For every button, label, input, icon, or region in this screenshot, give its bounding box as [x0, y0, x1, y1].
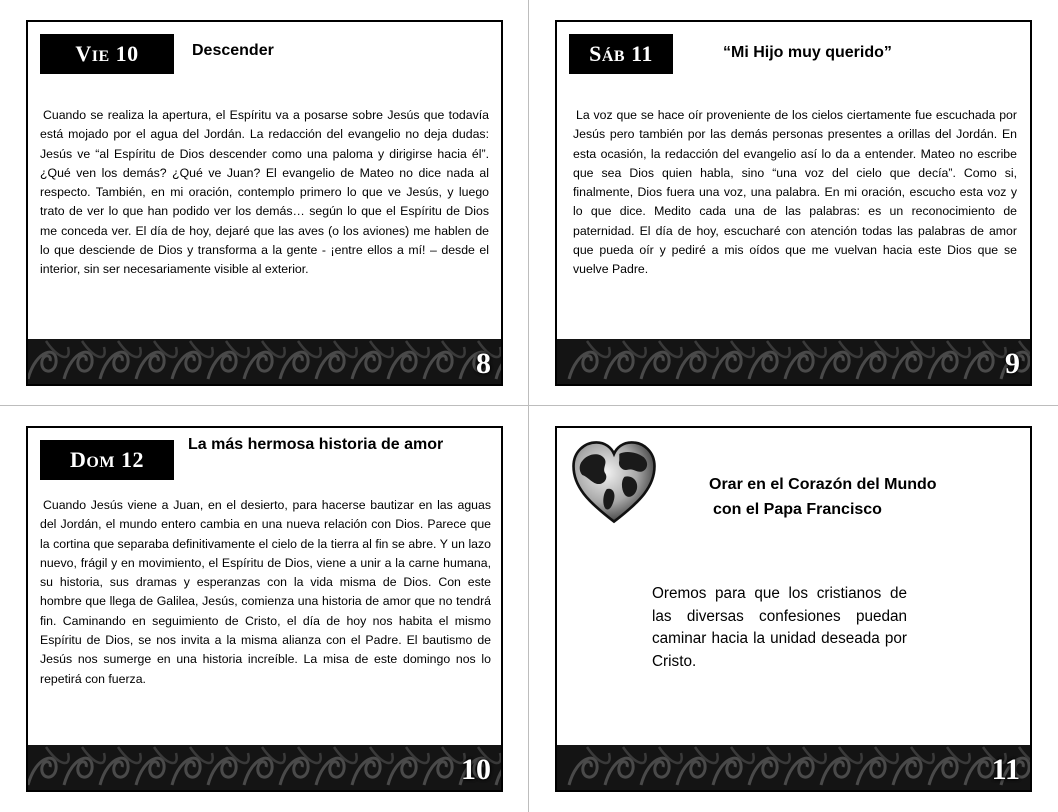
swirl-stroke	[154, 341, 177, 357]
ornament-band	[28, 745, 501, 790]
swirl-stroke	[659, 747, 682, 763]
swirl-stroke	[406, 747, 429, 763]
ornament-band	[557, 339, 1030, 384]
prayer-title-line-1: Orar en el Corazón del Mundo	[709, 476, 937, 493]
page-number: 9	[1005, 347, 1020, 380]
day-rest: OM	[86, 454, 115, 471]
swirl-stroke	[334, 341, 357, 357]
swirl-stroke	[569, 352, 597, 379]
page-number: 8	[476, 347, 491, 380]
swirl-stroke	[118, 747, 141, 763]
swirl-stroke	[839, 747, 862, 763]
swirl-stroke	[154, 747, 177, 763]
page-number: 11	[991, 753, 1020, 786]
day-date: 12	[120, 447, 144, 472]
swirl-stroke	[911, 747, 934, 763]
swirl-ornament	[28, 339, 501, 384]
swirl-stroke	[983, 341, 1006, 357]
swirl-stroke	[370, 341, 393, 357]
swirl-stroke	[911, 341, 934, 357]
swirl-stroke	[46, 341, 69, 357]
swirl-stroke	[587, 747, 610, 763]
swirl-stroke	[731, 747, 754, 763]
card-title: Descender	[192, 42, 274, 59]
card-text: Cuando Jesús viene a Juan, en el desierto, para hacerse bautizar en las aguas del Jordán, el mundo entero cambia en una nueva relación con Dios. Parece que la cortina que separaba definitivamente el cielo de la tierra al fin se abre. Y un lazo nuevo, frágil y en movimiento, el Espíritu de Dios, viene a unir a la carne humana, su historia, sus dramas y esperanzas con la vida misma de Dios. Con este hombre que llega de Galilea, Jesús, comienza una historia de amor que no tendrá fin. Caminando en seguimiento de Cristo, el día de hoy nos habita el mismo Espíritu de Dios, se nos invita a la misma alianza con el Padre. El bautismo de Jesús nos sumerge en una historia increíble. La misa de este domingo nos lo repetirá con fuerza.	[40, 498, 491, 686]
swirl-stroke	[947, 341, 970, 357]
day-badge	[569, 34, 673, 74]
card-title: “Mi Hijo muy querido”	[723, 44, 892, 61]
swirl-stroke	[731, 341, 754, 357]
ornament-band	[557, 745, 1030, 790]
swirl-stroke	[298, 341, 321, 357]
card-vie-10	[26, 20, 503, 386]
swirl-stroke	[118, 341, 141, 357]
day-badge	[40, 34, 174, 74]
swirl-stroke	[370, 747, 393, 763]
swirl-stroke	[875, 747, 898, 763]
prayer-title	[709, 472, 937, 522]
vertical-fold-line	[528, 0, 529, 812]
swirl-stroke	[803, 747, 826, 763]
swirl-stroke	[767, 341, 790, 357]
swirl-stroke	[695, 747, 718, 763]
swirl-stroke	[442, 341, 465, 357]
swirl-stroke	[334, 747, 357, 763]
swirl-stroke	[262, 341, 285, 357]
swirl-stroke	[659, 341, 682, 357]
card-text: Cuando se realiza la apertura, el Espíritu va a posarse sobre Jesús que todavía está mojado por el agua del Jordán. La redacción del evangelio no deja dudas: Jesús ve “al Espíritu de Dios descender como una paloma y dirigirse hacia él”. ¿Qué ven los demás? ¿Qué ve Juan? El evangelio de Mateo no dice nada al respecto. También, en mi oración, contemplo primero lo que ve Jesús, y luego trato de ver lo que han podido ver los demás… según lo que el Espíritu de Dios me conceda ver. El día de hoy, dejaré que las aves (o los aviones) me hablen de lo que desciende de Dios y transforma a la gente - ¡entre ellos a mí! – desde el interior, sin ser necesariamente visible al exterior.	[40, 108, 489, 277]
day-date: 11	[631, 41, 653, 66]
swirl-stroke	[226, 341, 249, 357]
swirl-stroke	[803, 341, 826, 357]
swirl-stroke	[875, 341, 898, 357]
swirl-ornament	[28, 745, 501, 790]
swirl-stroke	[190, 341, 213, 357]
swirl-stroke	[46, 747, 69, 763]
heart-globe-icon	[570, 438, 658, 526]
card-text: La voz que se hace oír proveniente de los cielos ciertamente fue escuchada por Jesús pero también por las demás personas presentes a orillas del Jordán. En esta ocasión, la redacción del evangelio así lo da a entender. Mateo no escribe que sea Dios quien habla, sino “una voz del cielo que decía”. Como si, finalmente, Dios fuera una voz, una palabra. En mi oración, escucho esta voz y lo que dice. Medito cada una de las palabras: es un reconocimiento de paternidad. El día de hoy, escucharé con atención todas las palabras de amor que pueda oír y pediré a mis oídos que me vuelvan hacia este Dios que se vuelve Padre.	[573, 108, 1017, 277]
swirl-stroke	[623, 341, 646, 357]
page-number: 10	[461, 753, 491, 786]
ornament-band	[28, 339, 501, 384]
swirl-stroke	[406, 341, 429, 357]
day-initial: S	[589, 41, 602, 66]
swirl-stroke	[767, 747, 790, 763]
swirl-ornament	[557, 339, 1030, 384]
swirl-stroke	[695, 341, 718, 357]
day-rest: IE	[91, 48, 110, 65]
horizontal-fold-line	[0, 405, 1058, 406]
swirl-stroke	[28, 352, 56, 379]
day-rest: ÁB	[601, 48, 626, 65]
swirl-stroke	[839, 341, 862, 357]
swirl-stroke	[623, 747, 646, 763]
prayer-text: Oremos para que los cristianos de las diversas confesiones puedan caminar hacia la unidad deseada por Cristo.	[652, 585, 907, 670]
swirl-stroke	[298, 747, 321, 763]
card-title: La más hermosa historia de amor	[188, 436, 444, 453]
swirl-stroke	[587, 341, 610, 357]
swirl-stroke	[28, 758, 56, 785]
swirl-stroke	[226, 747, 249, 763]
day-date: 10	[115, 41, 139, 66]
swirl-stroke	[262, 747, 285, 763]
prayer-title-line-2: con el Papa Francisco	[713, 501, 882, 518]
swirl-ornament	[557, 745, 1030, 790]
swirl-stroke	[82, 341, 105, 357]
card-dom-12	[26, 426, 503, 792]
swirl-stroke	[947, 747, 970, 763]
swirl-stroke	[190, 747, 213, 763]
day-initial: V	[75, 41, 92, 66]
swirl-stroke	[82, 747, 105, 763]
card-sab-11	[555, 20, 1032, 386]
card-prayer-intention	[555, 426, 1032, 792]
swirl-stroke	[569, 758, 597, 785]
day-badge	[40, 440, 174, 480]
day-initial: D	[70, 447, 87, 472]
